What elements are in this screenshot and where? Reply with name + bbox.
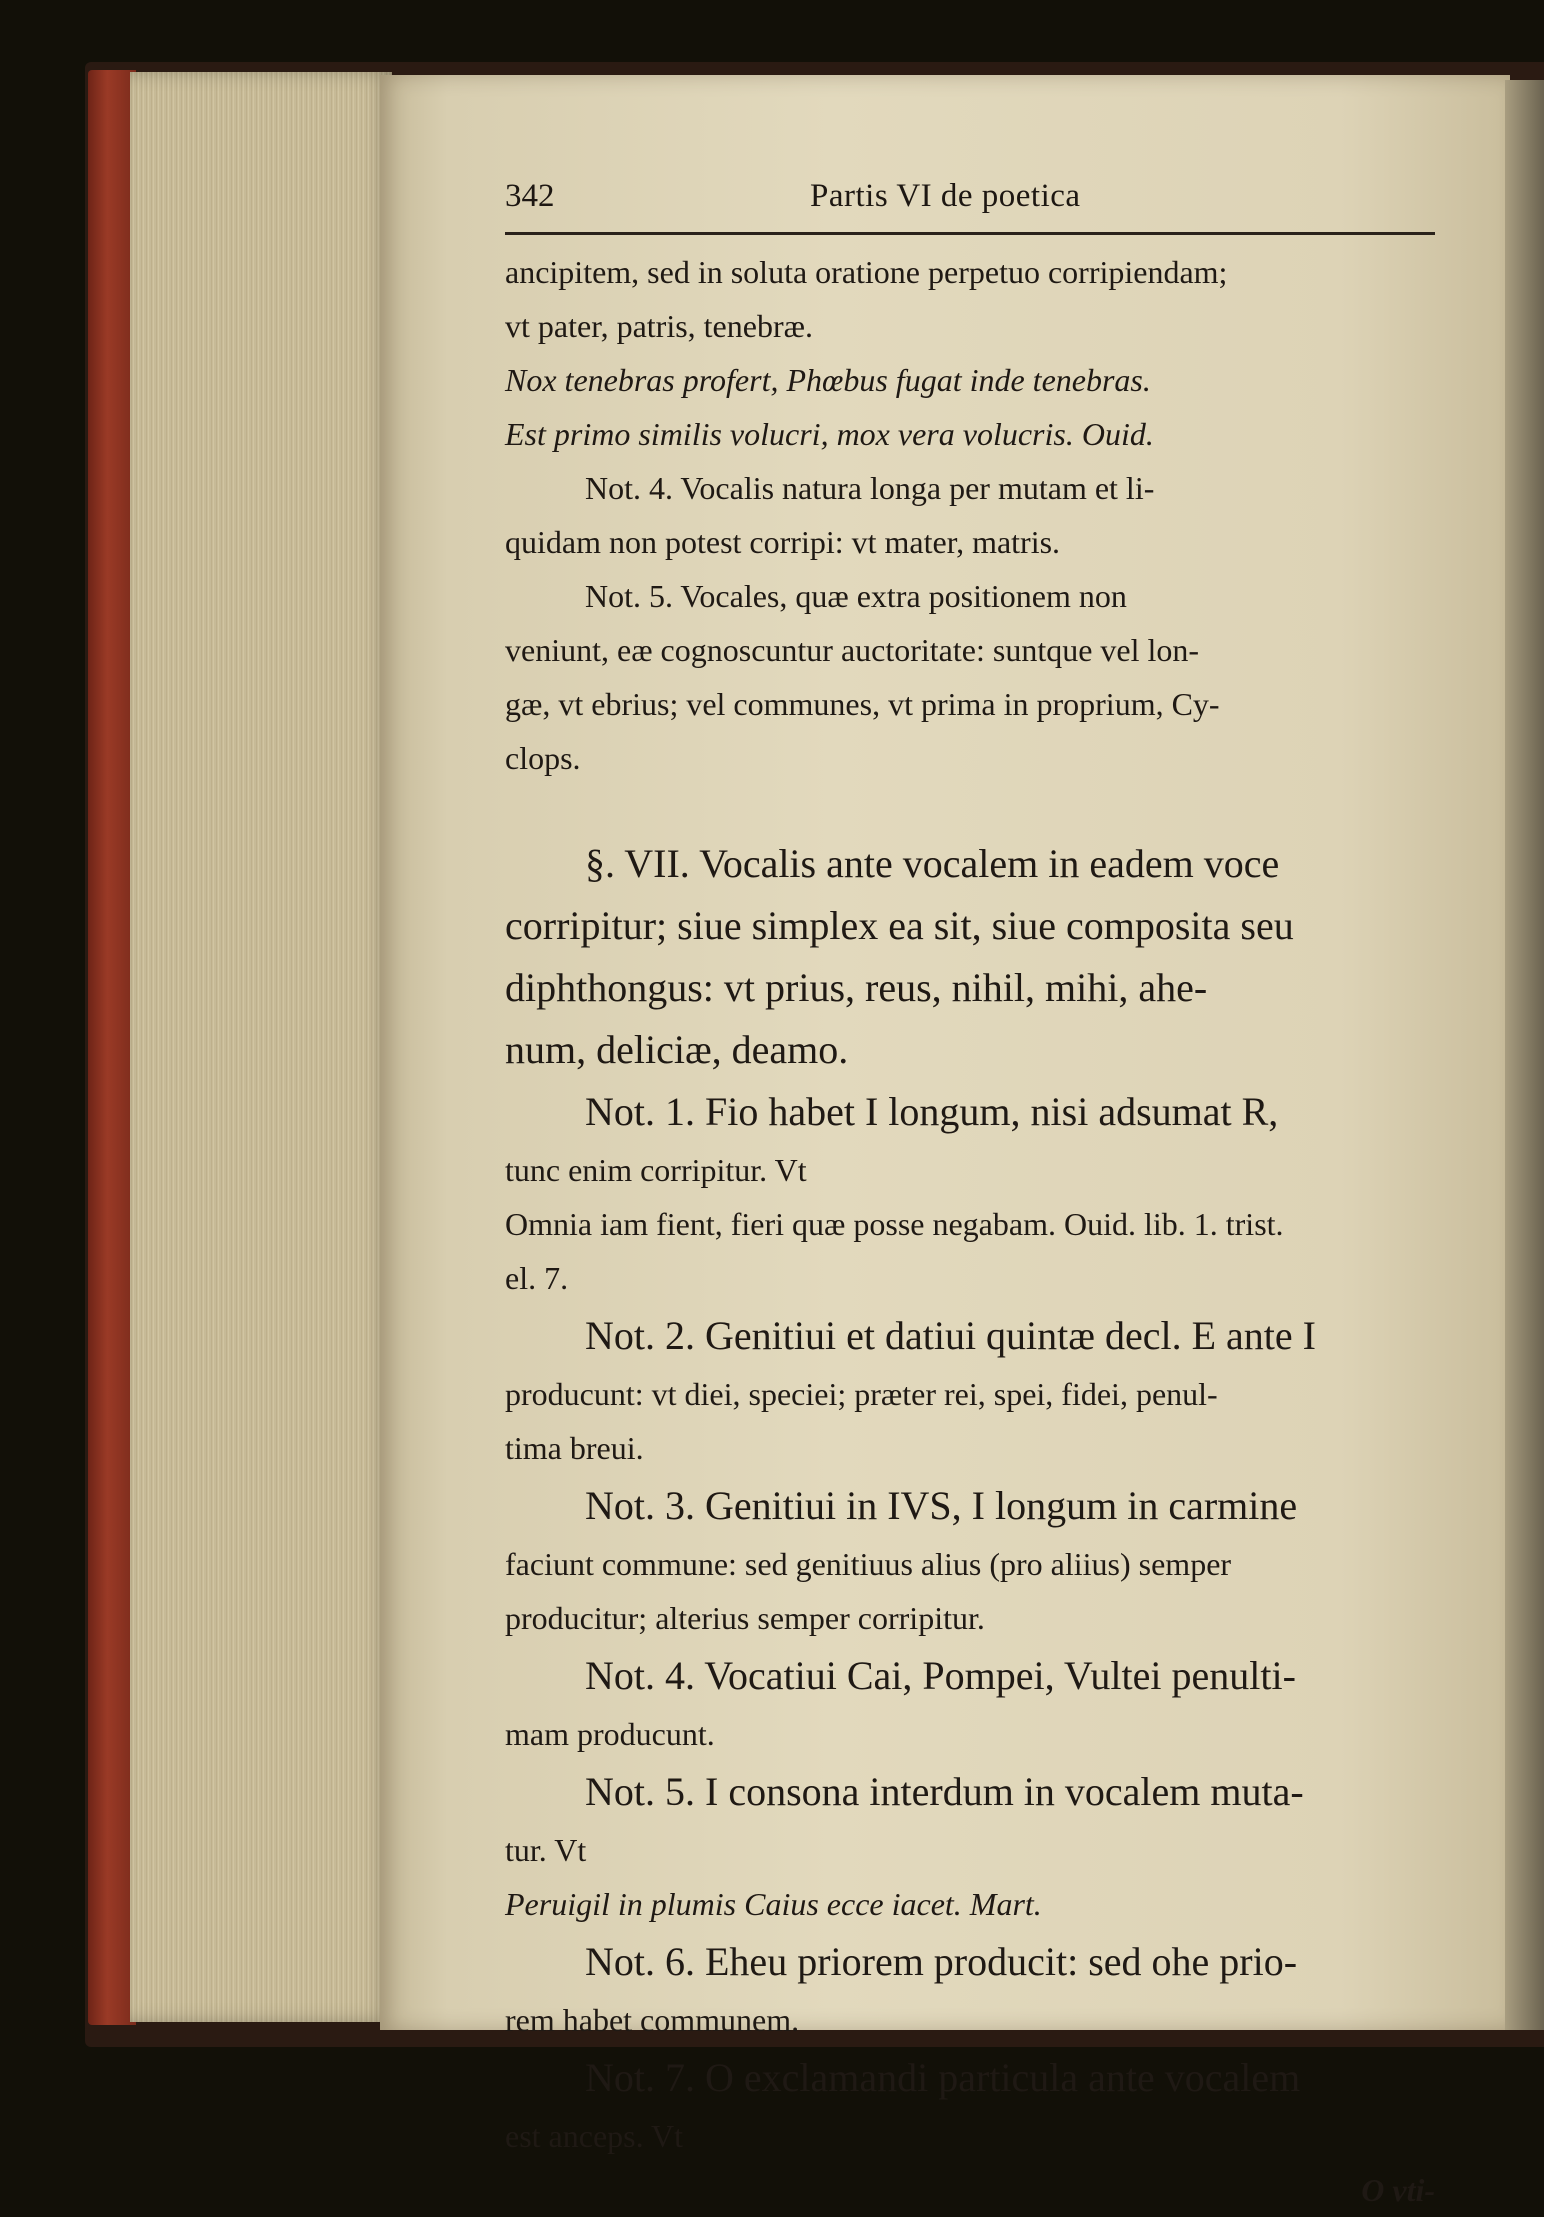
- text-line: tima breui.: [505, 1430, 644, 1466]
- text-line: num, deliciæ, deamo.: [505, 1027, 849, 1072]
- text-line: Not. 1. Fio habet I longum, nisi adsumat R,: [585, 1089, 1279, 1134]
- text-line: corripitur; siue simplex ea sit, siue composita seu: [505, 903, 1294, 948]
- catchword: O vti-: [1361, 2172, 1435, 2208]
- text-line: Not. 6. Eheu priorem producit: sed ohe prio-: [585, 1939, 1298, 1984]
- text-line: producunt: vt diei, speciei; præter rei, spei, fidei, penul-: [505, 1376, 1218, 1412]
- text-line: Not. 4. Vocatiui Cai, Pompei, Vultei penulti-: [585, 1653, 1296, 1698]
- text-line: vt pater, patris, tenebræ.: [505, 308, 813, 344]
- facing-page-edge: [1505, 80, 1544, 2030]
- text-line: gæ, vt ebrius; vel communes, vt prima in proprium, Cy-: [505, 686, 1220, 722]
- text-line: Not. 7. O exclamandi particula ante vocalem: [585, 2055, 1301, 2100]
- text-line: Not. 3. Genitiui in IVS, I longum in carmine: [585, 1483, 1298, 1528]
- text-line: §. VII. Vocalis ante vocalem in eadem voce: [585, 841, 1280, 886]
- text-line: clops.: [505, 740, 581, 776]
- page-header: [505, 178, 1435, 224]
- text-line: producitur; alterius semper corripitur.: [505, 1600, 985, 1636]
- running-head: Partis VI de poetica: [810, 178, 1081, 214]
- text-line: est anceps. Vt: [505, 2118, 684, 2154]
- text-line: Not. 5. I consona interdum in vocalem muta-: [585, 1769, 1304, 1814]
- header-rule: [505, 232, 1435, 235]
- text-line: faciunt commune: sed genitiuus alius (pro aliius) semper: [505, 1546, 1232, 1582]
- body-text: [505, 245, 1440, 2217]
- text-line: diphthongus: vt prius, reus, nihil, mihi, ahe-: [505, 965, 1208, 1010]
- text-line: Peruigil in plumis Caius ecce iacet. Mart.: [505, 1886, 1042, 1922]
- page-number: 342: [505, 178, 555, 214]
- text-line: Nox tenebras profert, Phœbus fugat inde tenebras.: [505, 362, 1151, 398]
- text-line: rem habet communem.: [505, 2002, 800, 2038]
- page-edges: [130, 72, 392, 2022]
- text-line: Est primo similis volucri, mox vera volucris. Ouid.: [505, 416, 1154, 452]
- text-line: Not. 5. Vocales, quæ extra positionem non: [585, 578, 1127, 614]
- section-gap: [505, 785, 1440, 833]
- text-line: tunc enim corripitur. Vt: [505, 1152, 807, 1188]
- text-line: quidam non potest corripi: vt mater, matris.: [505, 524, 1061, 560]
- text-line: el. 7.: [505, 1260, 569, 1296]
- text-line: Omnia iam fient, fieri quæ posse negabam. Ouid. lib. 1. trist.: [505, 1206, 1284, 1242]
- text-line: ancipitem, sed in soluta oratione perpetuo corripiendam;: [505, 254, 1228, 290]
- text-line: Not. 4. Vocalis natura longa per mutam et li-: [585, 470, 1155, 506]
- text-line: Not. 2. Genitiui et datiui quintæ decl. E ante I: [585, 1313, 1316, 1358]
- text-line: veniunt, eæ cognoscuntur auctoritate: suntque vel lon-: [505, 632, 1200, 668]
- text-line: mam producunt.: [505, 1716, 715, 1752]
- text-line: tur. Vt: [505, 1832, 587, 1868]
- red-page-edge: [88, 70, 136, 2025]
